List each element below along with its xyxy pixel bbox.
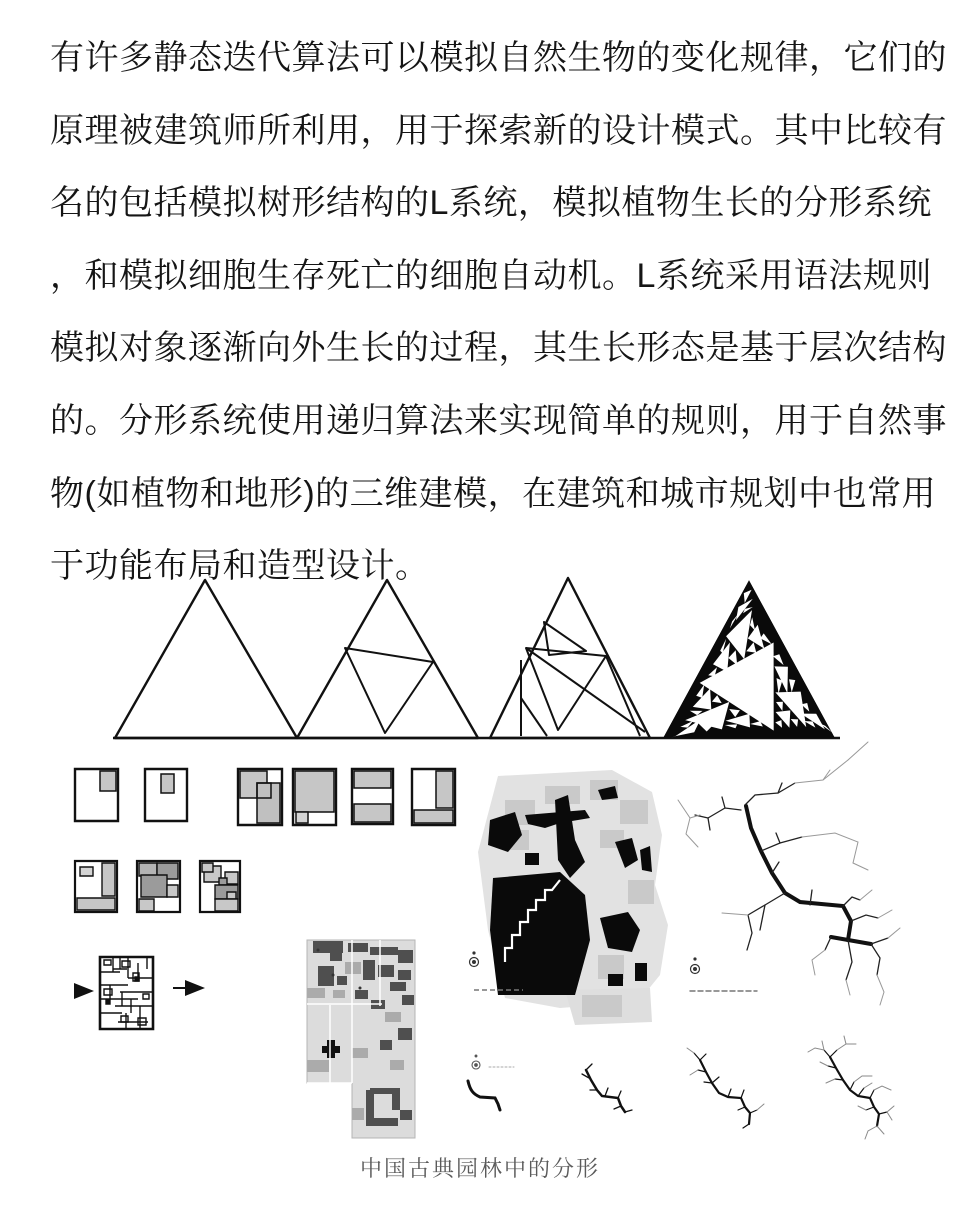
compass-icon (472, 1055, 480, 1069)
box-a6 (412, 769, 455, 825)
box-a3 (238, 769, 282, 825)
garden-map-panel (470, 770, 669, 1025)
paragraph-line: 物(如植物和地形)的三维建模，在建筑和城市规划中也常用 (50, 474, 937, 513)
box-a4 (293, 769, 336, 825)
growth-stage-1 (468, 1081, 500, 1110)
paragraph-line: 的。分形系统使用递归算法来实现简单的规则，用于自然事 (50, 401, 947, 440)
box-a5 (352, 769, 393, 824)
box-a2 (145, 769, 187, 821)
paragraph-line: 名的包括模拟树形结构的L系统，模拟植物生长的分形系统 (50, 184, 932, 223)
box-a1 (75, 769, 118, 821)
triangle-iter1 (297, 580, 478, 738)
paragraph-line: 原理被建筑师所利用，用于探索新的设计模式。其中比较有 (50, 111, 947, 150)
triangle-iter0 (115, 580, 297, 738)
sierpinski-iterations-panel (113, 578, 840, 738)
growth-stages-panel (468, 1036, 894, 1139)
paragraph-line: 模拟对象逐渐向外生长的过程，其生长形态是基于层次结构 (50, 329, 947, 368)
fractal-figure (0, 560, 960, 1152)
paragraph-line: ，和模拟细胞生存死亡的细胞自动机。L系统采用语法规则 (50, 256, 932, 295)
compass-icon (691, 958, 700, 974)
article-paragraph (50, 22, 947, 603)
paragraph-line: 于功能布局和造型设计。 (50, 547, 430, 586)
subdivision-boxes-row2 (75, 861, 240, 912)
growth-stage-3 (687, 1048, 764, 1128)
growth-stage-2 (582, 1064, 632, 1112)
figure-caption: 中国古典园林中的分形 (359, 1156, 600, 1181)
recursive-plan-diagram (77, 957, 201, 1029)
compass-icon (470, 952, 479, 967)
box-b2 (137, 861, 180, 912)
bw-floor-plan (100, 957, 153, 1029)
growth-stage-4 (808, 1036, 894, 1139)
triangle-iter3-fractal (663, 580, 835, 738)
branch-network-panel (678, 742, 900, 1005)
gray-plan-panel (307, 940, 415, 1138)
paragraph-line: 有许多静态迭代算法可以模拟自然生物的变化规律，它们的 (50, 39, 947, 77)
box-b1 (75, 861, 117, 912)
box-b3 (200, 861, 240, 912)
triangle-iter2 (490, 578, 650, 738)
subdivision-boxes-row1 (75, 769, 455, 825)
